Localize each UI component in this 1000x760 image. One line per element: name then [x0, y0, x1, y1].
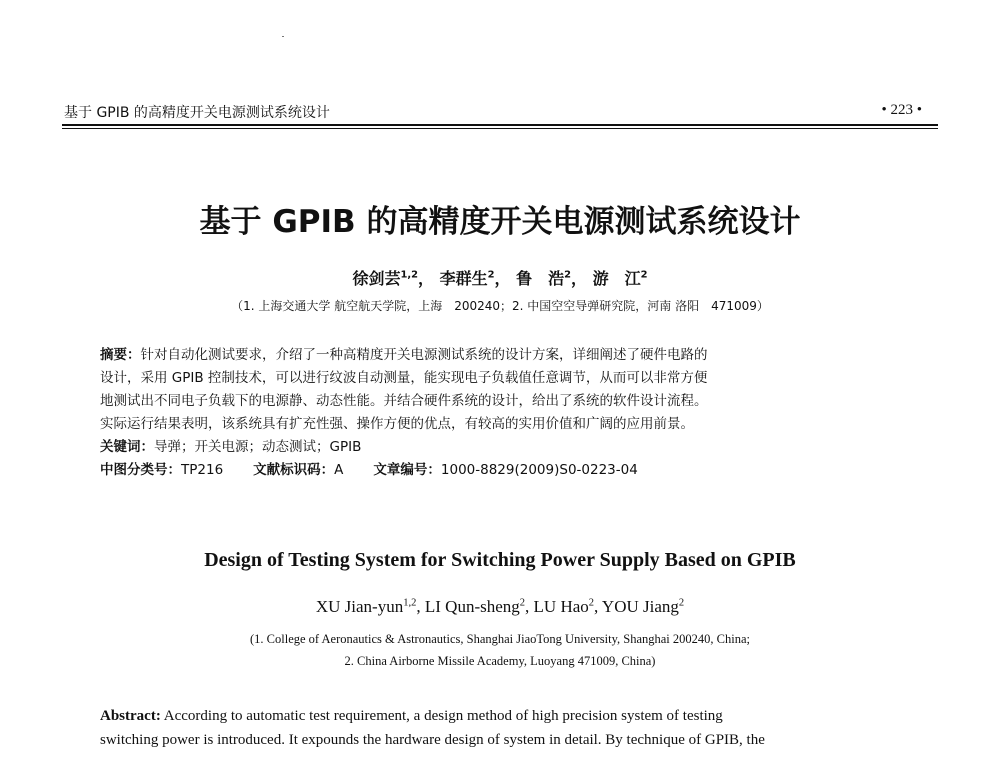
keywords-value: 导弹；开关电源；动态测试；GPIB [154, 439, 362, 455]
author-cn-affil: 2 [564, 269, 572, 281]
keywords-line [100, 436, 900, 459]
scan-speck [282, 36, 284, 37]
abstract-en-text: According to automatic test requirement, a design method of high precision system of testing [163, 708, 723, 724]
author-en-affil: 2 [519, 597, 526, 609]
authors-cn [0, 266, 1000, 289]
author-en-affil: 2 [678, 597, 685, 609]
author-en: LU Hao [533, 597, 589, 616]
affiliation-en-line1: (1. College of Aeronautics & Astronautics, Shanghai JiaoTong University, Shanghai 200240, China; [250, 632, 750, 646]
author-cn: 鲁 浩 [516, 269, 565, 288]
paper-title-en: Design of Testing System for Switching Power Supply Based on GPIB [204, 549, 796, 571]
abstract-cn-block [100, 344, 900, 482]
author-separator: , [594, 597, 602, 616]
author-cn-affil: 1,2 [400, 269, 419, 281]
abstract-cn-line: 设计，采用 GPIB 控制技术，可以进行纹波自动测量，能实现电子负载值任意调节，从而可以非常方便 [100, 370, 708, 386]
article-id-label: 文章编号： [373, 462, 441, 478]
author-cn-affil: 2 [640, 269, 648, 281]
clc-label: 中图分类号： [100, 462, 181, 478]
author-cn: 游 江 [592, 269, 641, 288]
article-id-value: 1000-8829(2009)S0-0223-04 [440, 462, 638, 478]
abstract-cn-line: 地测试出不同电子负载下的电源静、动态性能。并结合硬件系统的设计，给出了系统的软件设计流程。 [100, 393, 708, 409]
keywords-label: 关键词： [100, 439, 154, 455]
author-separator: ， [418, 269, 435, 288]
clc-value: TP216 [181, 462, 224, 478]
doc-code-value: A [334, 462, 344, 478]
author-cn: 李群生 [439, 269, 488, 288]
author-en: XU Jian-yun [315, 597, 404, 616]
authors-en [0, 597, 1000, 617]
classification-line [100, 459, 900, 482]
affiliation-cn: （1. 上海交通大学 航空航天学院，上海 200240；2. 中国空空导弹研究院，河南 洛阳 471009） [231, 299, 769, 313]
author-separator: ， [494, 269, 511, 288]
running-header-title: 基于 GPIB 的高精度开关电源测试系统设计 [64, 105, 330, 121]
abstract-cn-text: 针对自动化测试要求，介绍了一种高精度开关电源测试系统的设计方案，详细阐述了硬件电路的 [140, 347, 708, 363]
author-en-affil: 2 [588, 597, 595, 609]
abstract-en-line: switching power is introduced. It expounds the hardware design of system in detail. By technique of GPIB, the [100, 732, 765, 748]
abstract-cn-line [100, 344, 900, 367]
abstract-cn-line: 实际运行结果表明，该系统具有扩充性强、操作方便的优点，有较高的实用价值和广阔的应用前景。 [100, 416, 694, 432]
header-rule-thick [62, 124, 938, 126]
abstract-en-line [100, 704, 900, 728]
affiliation-en-line2: 2. China Airborne Missile Academy, Luoyang 471009, China) [344, 654, 656, 668]
author-cn-affil: 2 [487, 269, 495, 281]
doc-code-label: 文献标识码： [253, 462, 335, 478]
author-separator: , [416, 597, 425, 616]
abstract-cn-label: 摘要： [100, 347, 141, 363]
author-cn: 徐剑芸 [352, 269, 401, 288]
header-rule-thin [62, 128, 938, 129]
abstract-en-block [100, 704, 900, 752]
paper-title-cn: 基于 GPIB 的高精度开关电源测试系统设计 [199, 204, 801, 240]
author-separator: , [525, 597, 534, 616]
author-en-affil: 1,2 [403, 597, 417, 609]
abstract-en-label: Abstract: [100, 708, 161, 724]
author-en: LI Qun-sheng [424, 597, 520, 616]
author-en: YOU Jiang [601, 597, 679, 616]
author-separator: ， [571, 269, 588, 288]
page-number: • 223 • [881, 102, 922, 118]
